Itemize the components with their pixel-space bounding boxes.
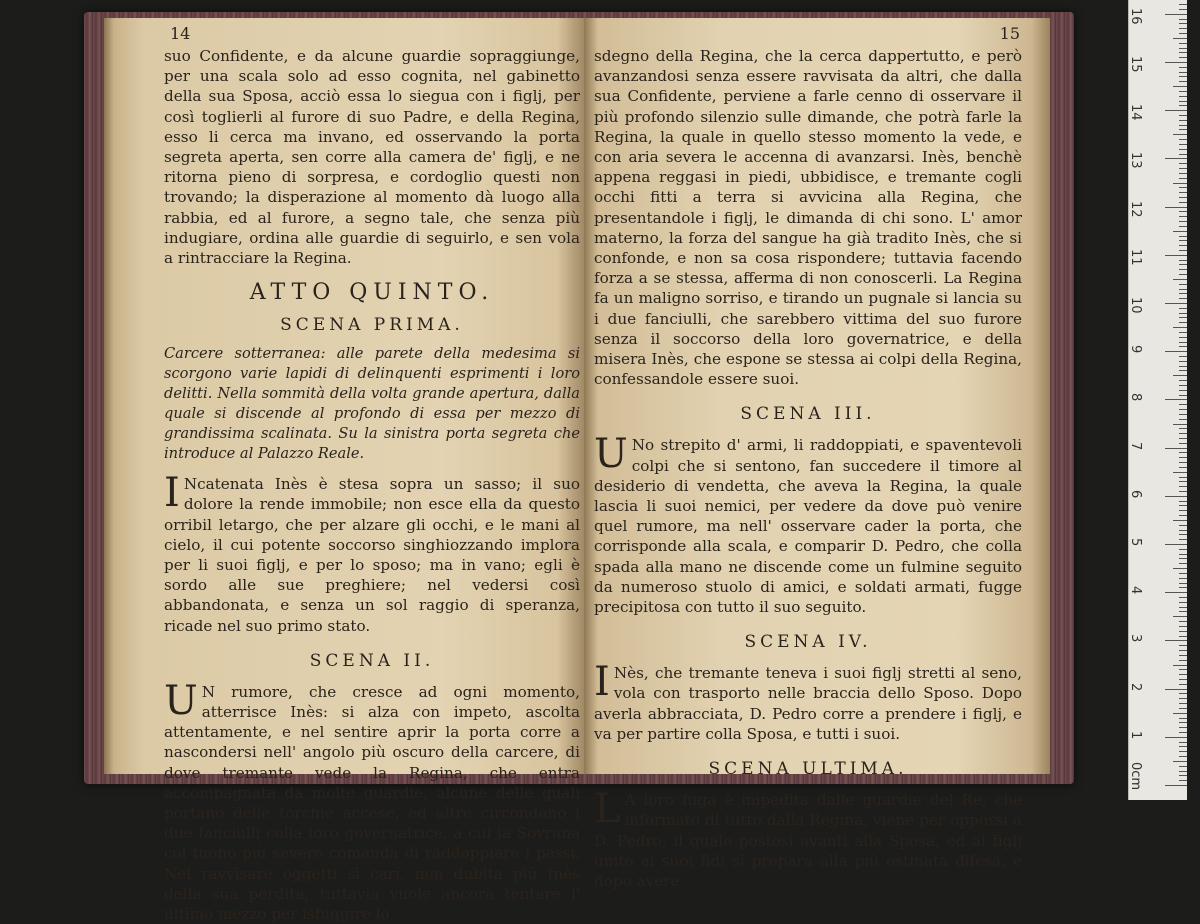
ruler-tick [1179,722,1187,723]
ruler-tick [1179,684,1187,685]
scene1-title: SCENA PRIMA. [280,315,464,336]
ruler-tick [1179,650,1187,651]
ruler-tick [1179,573,1187,574]
left-page [104,18,586,924]
ruler-tick [1179,718,1187,719]
ruler-tick [1179,163,1187,164]
ruler-tick [1179,4,1187,5]
scene3-text: No strepito d' armi, li raddoppiati, e spaventevoli colpi che si sentono, fan succedere il timore al desiderio di vendetta, che aveva la Regina, la quale lascia li suoi nemici, per vedere da dove può venire quel rumore, ma nell' osservare cader la porta, che corrisponde alla scala, e comparir D. Pedro, che colla spada alla mano ne discende come un fulmine seguito da numeroso stuolo di amici, e soldati armati, fugge precipitosa con tutto il suo seguito. [594,436,1022,617]
ruler-tick [1179,269,1187,270]
scene1-paragraph [164,470,580,636]
ruler-tick [1179,120,1187,121]
ruler-number: 10 [1128,297,1143,314]
ruler-tick [1179,481,1187,482]
ruler-number: 12 [1128,200,1143,218]
ruler-tick [1179,115,1187,116]
ruler-tick [1179,274,1187,275]
ruler-tick [1179,211,1187,212]
ruler-tick [1179,81,1187,82]
ruler-tick [1179,669,1187,670]
ruler-tick [1173,568,1187,569]
ruler-tick [1165,448,1187,449]
ruler-tick [1179,33,1187,34]
ruler-tick [1173,424,1187,425]
ruler-number: 6 [1128,489,1143,499]
ruler-tick [1179,293,1187,294]
ruler-tick [1179,43,1187,44]
ruler-tick [1179,515,1187,516]
ruler-tick [1179,578,1187,579]
ruler-number: 16 [1128,7,1143,25]
ruler-tick [1173,520,1187,521]
ruler-tick [1179,583,1187,584]
ruler-number: 5 [1128,538,1143,547]
ruler-tick [1179,380,1187,381]
ruler-tick [1179,693,1187,694]
scene2-text: N rumore, che cresce ad ogni momento, atterrisce Inès: si alza con impeto, ascolta attentamente, e nel sentire aprir la porta corre a nascondersi nell' angolo più oscuro della carcere, di dove tremante vede la Regina, che entra accompagnata da molte guardie, alcune delle quali portano delle torchie accese, ed altre circondano i due fanciulli colla loro governatrice, a cui la Sovrana col tuono più severo comanda di raddoppiare i passi. Nel ravvisare oggetti sì cari, non dubita più Inès della sua perdita; tuttavia vuole ancora tentare l' ultimo mezzo per isfuggire lo [164,682,580,924]
ruler-tick [1173,761,1187,762]
drop-cap: L [594,786,621,833]
ruler-tick [1179,221,1187,222]
ruler-tick [1165,785,1187,786]
ruler-number: 3 [1128,634,1143,643]
ruler-tick [1179,308,1187,309]
ruler-tick [1165,207,1187,208]
ruler-tick [1165,110,1187,111]
ruler-tick [1179,9,1187,10]
right-opening-text: sdegno della Regina, che la cerca dappertutto, e però avanzandosi senza essere ravvisata da altri, che dalla sua Confidente, perviene a farle cenno di osservare il più profondo silenzio sulle dimande, che potrà farle la Regina, la quale in quello stesso momento la vede, e con aria severa le accenna di avanzarsi. Inès, benchè appena reggasi in piedi, ubbidisce, e tremante cogli occhi fitti a terra si avvicina alla Regina, che presentandole i figlj, le dimanda di chi sono. L' amor materno, la forza del sangue ha già tradito Inès, che si confonde, e non sa cosa rispondere; tuttavia facendo forza a se stessa, afferma di non conoscerli. La Regina fa un maligno sorriso, e tirando un pugnale si lancia su i due fanciulli, che sarebbero vittima del suo furore senza il soccorso della loro governatrice, e della misera Inès, che espone se stessa ai colpi della Regina, confessandole essere suoi. [594,47,1022,389]
ruler-number: 8 [1128,393,1143,402]
ruler-tick [1179,462,1187,463]
ruler-tick [1179,611,1187,612]
ruler-tick [1179,216,1187,217]
scene2-title: SCENA II. [309,650,435,671]
ruler-tick [1179,727,1187,728]
ruler-tick [1179,96,1187,97]
ruler-tick [1173,86,1187,87]
ruler-tick [1179,766,1187,767]
ruler-tick [1165,640,1187,641]
ruler-tick [1179,317,1187,318]
ruler-tick [1179,621,1187,622]
ruler-tick [1179,178,1187,179]
ruler-tick [1179,245,1187,246]
ruler-tick [1179,554,1187,555]
page-number-right: 15 [999,24,1020,43]
ruler-tick [1179,226,1187,227]
ruler-tick [1179,197,1187,198]
ruler-tick [1179,19,1187,20]
ruler-tick [1179,438,1187,439]
ruler-tick [1179,558,1187,559]
ruler-tick [1179,385,1187,386]
ruler-tick [1179,125,1187,126]
ruler-tick [1179,756,1187,757]
ruler-tick [1179,477,1187,478]
ruler-tick [1173,665,1187,666]
ruler-tick [1179,264,1187,265]
scene5-title: SCENA ULTIMA. [708,759,908,780]
ruler-tick [1179,525,1187,526]
scene4-paragraph [594,659,1022,744]
ruler-tick [1179,322,1187,323]
ruler-number: 4 [1128,586,1143,595]
ruler-tick [1179,443,1187,444]
ruler-tick [1179,645,1187,646]
ruler-tick [1179,409,1187,410]
ruler-tick [1179,457,1187,458]
ruler-tick [1179,563,1187,564]
ruler-tick [1179,587,1187,588]
ruler-number: 7 [1128,441,1143,450]
ruler-tick [1173,231,1187,232]
ruler-tick [1179,530,1187,531]
scene5-paragraph [594,786,1022,891]
ruler-tick [1179,501,1187,502]
ruler-number: 13 [1128,152,1143,169]
drop-cap: U [594,431,628,478]
drop-cap: I [164,470,180,517]
ruler-tick [1179,240,1187,241]
ruler-tick [1165,399,1187,400]
page-number-left: 14 [170,24,191,43]
ruler-tick [1179,356,1187,357]
ruler-tick [1179,342,1187,343]
ruler-tick [1179,187,1187,188]
ruler-tick [1179,467,1187,468]
ruler-tick [1179,419,1187,420]
ruler-tick [1173,134,1187,135]
ruler-tick [1179,636,1187,637]
ruler-tick [1179,746,1187,747]
ruler-tick [1173,375,1187,376]
ruler-tick [1179,775,1187,776]
scene1-stage-direction: Carcere sotterranea: alle parete della medesima si scorgono varie lapidi di delinquenti esprimenti i loro delitti. Nella sommità della volta grande apertura, dalla quale si discende al profondo di essa per mezzo di grandissima scalinata. Su la sinistra porta segreta che introduce al Palazzo Reale. [164,345,580,463]
ruler-tick [1179,703,1187,704]
ruler-tick [1179,91,1187,92]
ruler-tick [1179,202,1187,203]
ruler-tick [1179,679,1187,680]
scene5-text: A loro fuga è impedita dalle guardie del Re, che informato di tutto dalla Regina, viene per opporsi a D. Pedro, il quale postosi avanti alla Sposa, ed ai figlj unito ai suoi fidi si prepara alla più ostinata difesa, e dopo avere [594,791,1022,890]
ruler-tick [1165,544,1187,545]
ruler-tick [1179,149,1187,150]
ruler-tick [1173,472,1187,473]
ruler-tick [1173,616,1187,617]
ruler-tick [1179,250,1187,251]
ruler-tick [1179,655,1187,656]
left-opening-text: suo Confidente, e da alcune guardie sopraggiunge, per una scala solo ad esso cognita, nel gabinetto della sua Sposa, acciò essa lo siegua con i figlj, per così toglierli al furore di suo Padre, e della Regina, esso li cerca ma invano, ed osservando la porta segreta aperta, sen corre alla camera de' figlj, e ne ritorna pieno di sorpresa, e cordoglio questi non trovando; la disperazione al momento dà luogo alla rabbia, ed al furore, a segno tale, che senza più indugiare, ordina alle guardie di seguirlo, e sen vola a rintracciare la Regina. [164,47,580,268]
ruler-tick [1173,38,1187,39]
ruler-tick [1179,260,1187,261]
ruler-tick [1179,660,1187,661]
ruler-tick [1179,395,1187,396]
ruler-tick [1165,14,1187,15]
ruler-tick [1179,549,1187,550]
ruler-tick [1165,496,1187,497]
ruler-tick [1179,298,1187,299]
ruler-tick [1179,139,1187,140]
ruler-tick [1179,366,1187,367]
right-page [584,18,1050,890]
ruler-unit-label: 0cm [1128,762,1143,791]
ruler-tick [1179,390,1187,391]
ruler-tick [1179,370,1187,371]
ruler-tick [1179,732,1187,733]
scene2-paragraph [164,677,580,924]
ruler-number: 1 [1128,730,1143,740]
ruler-tick [1179,771,1187,772]
ruler-tick [1179,780,1187,781]
ruler-tick [1179,23,1187,24]
scene1-text: Ncatenata Inès è stesa sopra un sasso; il suo dolore la rende immobile; non esce ella da questo orribil letargo, che per alzare gli occhi, e le mani al cielo, il cui potente soccorso singhiozzando implora per li suoi figlj, e per lo sposo; ma in vano; egli è sordo alle sue preghiere; nel vedersi così abbandonata, e senza un sol raggio di speranza, ricade nel suo primo stato. [164,475,580,635]
ruler-tick [1179,236,1187,237]
ruler-tick [1179,534,1187,535]
ruler-tick [1179,173,1187,174]
ruler-tick [1165,689,1187,690]
ruler-tick [1179,101,1187,102]
ruler-tick [1179,539,1187,540]
ruler-tick [1179,129,1187,130]
scene4-title: SCENA IV. [744,632,872,653]
ruler-tick [1179,168,1187,169]
ruler-tick [1179,154,1187,155]
ruler-tick [1165,255,1187,256]
ruler-tick [1165,158,1187,159]
ruler-tick [1165,62,1187,63]
ruler-tick [1179,76,1187,77]
ruler-tick [1179,674,1187,675]
ruler-tick [1179,52,1187,53]
ruler-tick [1165,592,1187,593]
ruler-tick [1179,284,1187,285]
ruler-tick [1165,303,1187,304]
ruler-tick [1179,597,1187,598]
ruler-tick [1179,751,1187,752]
ruler-number: 15 [1128,56,1143,73]
ruler-number: 11 [1128,248,1143,266]
ruler-tick [1179,631,1187,632]
ruler-tick [1165,737,1187,738]
scene3-title: SCENA III. [740,404,876,425]
ruler-tick [1173,327,1187,328]
ruler-tick [1173,713,1187,714]
ruler-tick [1179,486,1187,487]
ruler-tick [1179,361,1187,362]
measurement-ruler [1128,0,1187,800]
scene3-paragraph [594,431,1022,617]
ruler-tick [1179,144,1187,145]
ruler-tick [1179,452,1187,453]
scene4-text: Nès, che tremante teneva i suoi figlj stretti al seno, vola con trasporto nelle braccia dello Sposo. Dopo averla abbracciata, D. Pedro corre a prendere i figlj, e va per partire colla Sposa, e tutti i suoi. [594,664,1022,743]
ruler-tick [1179,404,1187,405]
ruler-tick [1179,105,1187,106]
ruler-tick [1165,351,1187,352]
ruler-tick [1179,505,1187,506]
ruler-tick [1179,510,1187,511]
ruler-tick [1179,57,1187,58]
ruler-tick [1179,346,1187,347]
ruler-tick [1179,48,1187,49]
ruler-tick [1173,279,1187,280]
ruler-tick [1179,698,1187,699]
ruler-tick [1179,28,1187,29]
ruler-tick [1179,67,1187,68]
ruler-tick [1179,491,1187,492]
ruler-tick [1179,414,1187,415]
ruler-tick [1179,607,1187,608]
ruler-tick [1179,742,1187,743]
ruler-tick [1179,313,1187,314]
ruler-number: 9 [1128,345,1143,354]
ruler-tick [1179,337,1187,338]
drop-cap: I [594,659,610,706]
ruler-tick [1179,433,1187,434]
ruler-tick [1179,192,1187,193]
ruler-tick [1179,708,1187,709]
act-title: ATTO QUINTO. [249,280,495,306]
ruler-number: 14 [1128,104,1143,121]
ruler-tick [1179,72,1187,73]
ruler-tick [1179,289,1187,290]
drop-cap: U [164,677,198,724]
ruler-tick [1179,626,1187,627]
ruler-tick [1179,602,1187,603]
ruler-tick [1179,428,1187,429]
ruler-tick [1179,332,1187,333]
ruler-tick [1173,183,1187,184]
ruler-number: 2 [1128,682,1143,691]
